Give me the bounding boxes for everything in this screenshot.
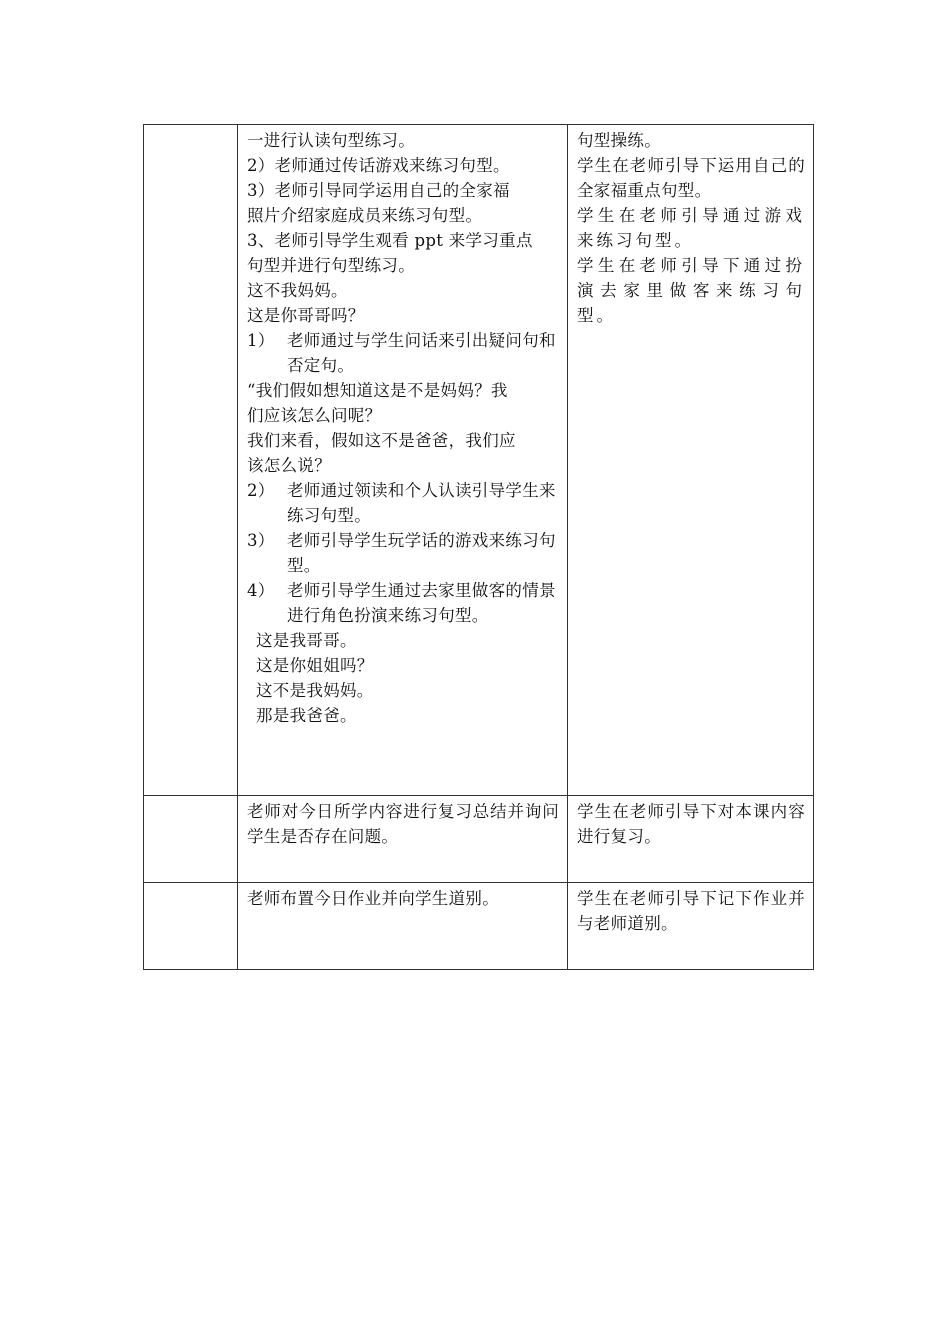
student-paragraph: 学生在老师引导下通过扮演去家里做客来练习句型。 <box>577 256 805 325</box>
list-number: 1） <box>247 331 275 350</box>
list-item <box>247 328 559 378</box>
list-text: 老师引导学生玩学话的游戏来练习句型。 <box>287 531 556 575</box>
teacher-line: 们应该怎么问呢？ <box>247 406 382 425</box>
teacher-line: 一进行认读句型练习。 <box>247 131 415 150</box>
student-activity-cell: 学生在老师引导下对本课内容进行复习。 <box>568 796 814 883</box>
teacher-line: 我们来看，假如这不是爸爸，我们应 <box>247 431 516 450</box>
list-text: 老师引导学生通过去家里做客的情景进行角色扮演来练习句型。 <box>287 581 556 625</box>
student-paragraph: 学生在老师引导通过游戏来练习句型。 <box>577 206 805 250</box>
table-row <box>144 125 814 796</box>
list-item <box>247 578 559 628</box>
teacher-line: 句型并进行句型练习。 <box>247 256 415 275</box>
teacher-line: 3、老师引导学生观看 ppt 来学习重点 <box>247 231 533 250</box>
example-sentence: 这不是我妈妈。 <box>256 681 374 700</box>
list-number: 4） <box>247 581 275 600</box>
student-paragraph: 句型操练。 <box>577 131 661 150</box>
list-text: 老师通过与学生问话来引出疑问句和否定句。 <box>287 331 556 375</box>
teacher-line: 2）老师通过传话游戏来练习句型。 <box>247 156 510 175</box>
section-cell <box>144 883 238 970</box>
section-cell <box>144 796 238 883</box>
teacher-line: 照片介绍家庭成员来练习句型。 <box>247 206 483 225</box>
teacher-activity-cell: 老师布置今日作业并向学生道别。 <box>238 883 568 970</box>
list-text: 老师通过领读和个人认读引导学生来练习句型。 <box>287 481 556 525</box>
example-sentence: 那是我爸爸。 <box>256 706 357 725</box>
section-cell <box>144 125 238 796</box>
table-row <box>144 796 814 883</box>
teacher-line: 这是你哥哥吗？ <box>247 306 365 325</box>
student-paragraph: 学生在老师引导下运用自己的全家福重点句型。 <box>577 156 805 200</box>
lesson-plan-table <box>143 124 814 970</box>
list-item <box>247 478 559 528</box>
student-activity-cell <box>568 125 814 796</box>
teacher-line: “我们假如想知道这是不是妈妈？我 <box>247 381 508 400</box>
teacher-line: 这不我妈妈。 <box>247 281 348 300</box>
list-number: 2） <box>247 481 275 500</box>
teacher-activity-cell <box>238 125 568 796</box>
student-activity-cell: 学生在老师引导下记下作业并与老师道别。 <box>568 883 814 970</box>
table-row <box>144 883 814 970</box>
teacher-line: 该怎么说？ <box>247 456 331 475</box>
example-sentence: 这是你姐姐吗？ <box>256 656 374 675</box>
teacher-activity-cell: 老师对今日所学内容进行复习总结并询问学生是否存在问题。 <box>238 796 568 883</box>
teacher-line: 3）老师引导同学运用自己的全家福 <box>247 181 510 200</box>
list-number: 3） <box>247 531 275 550</box>
list-item <box>247 528 559 578</box>
example-sentence: 这是我哥哥。 <box>256 631 357 650</box>
